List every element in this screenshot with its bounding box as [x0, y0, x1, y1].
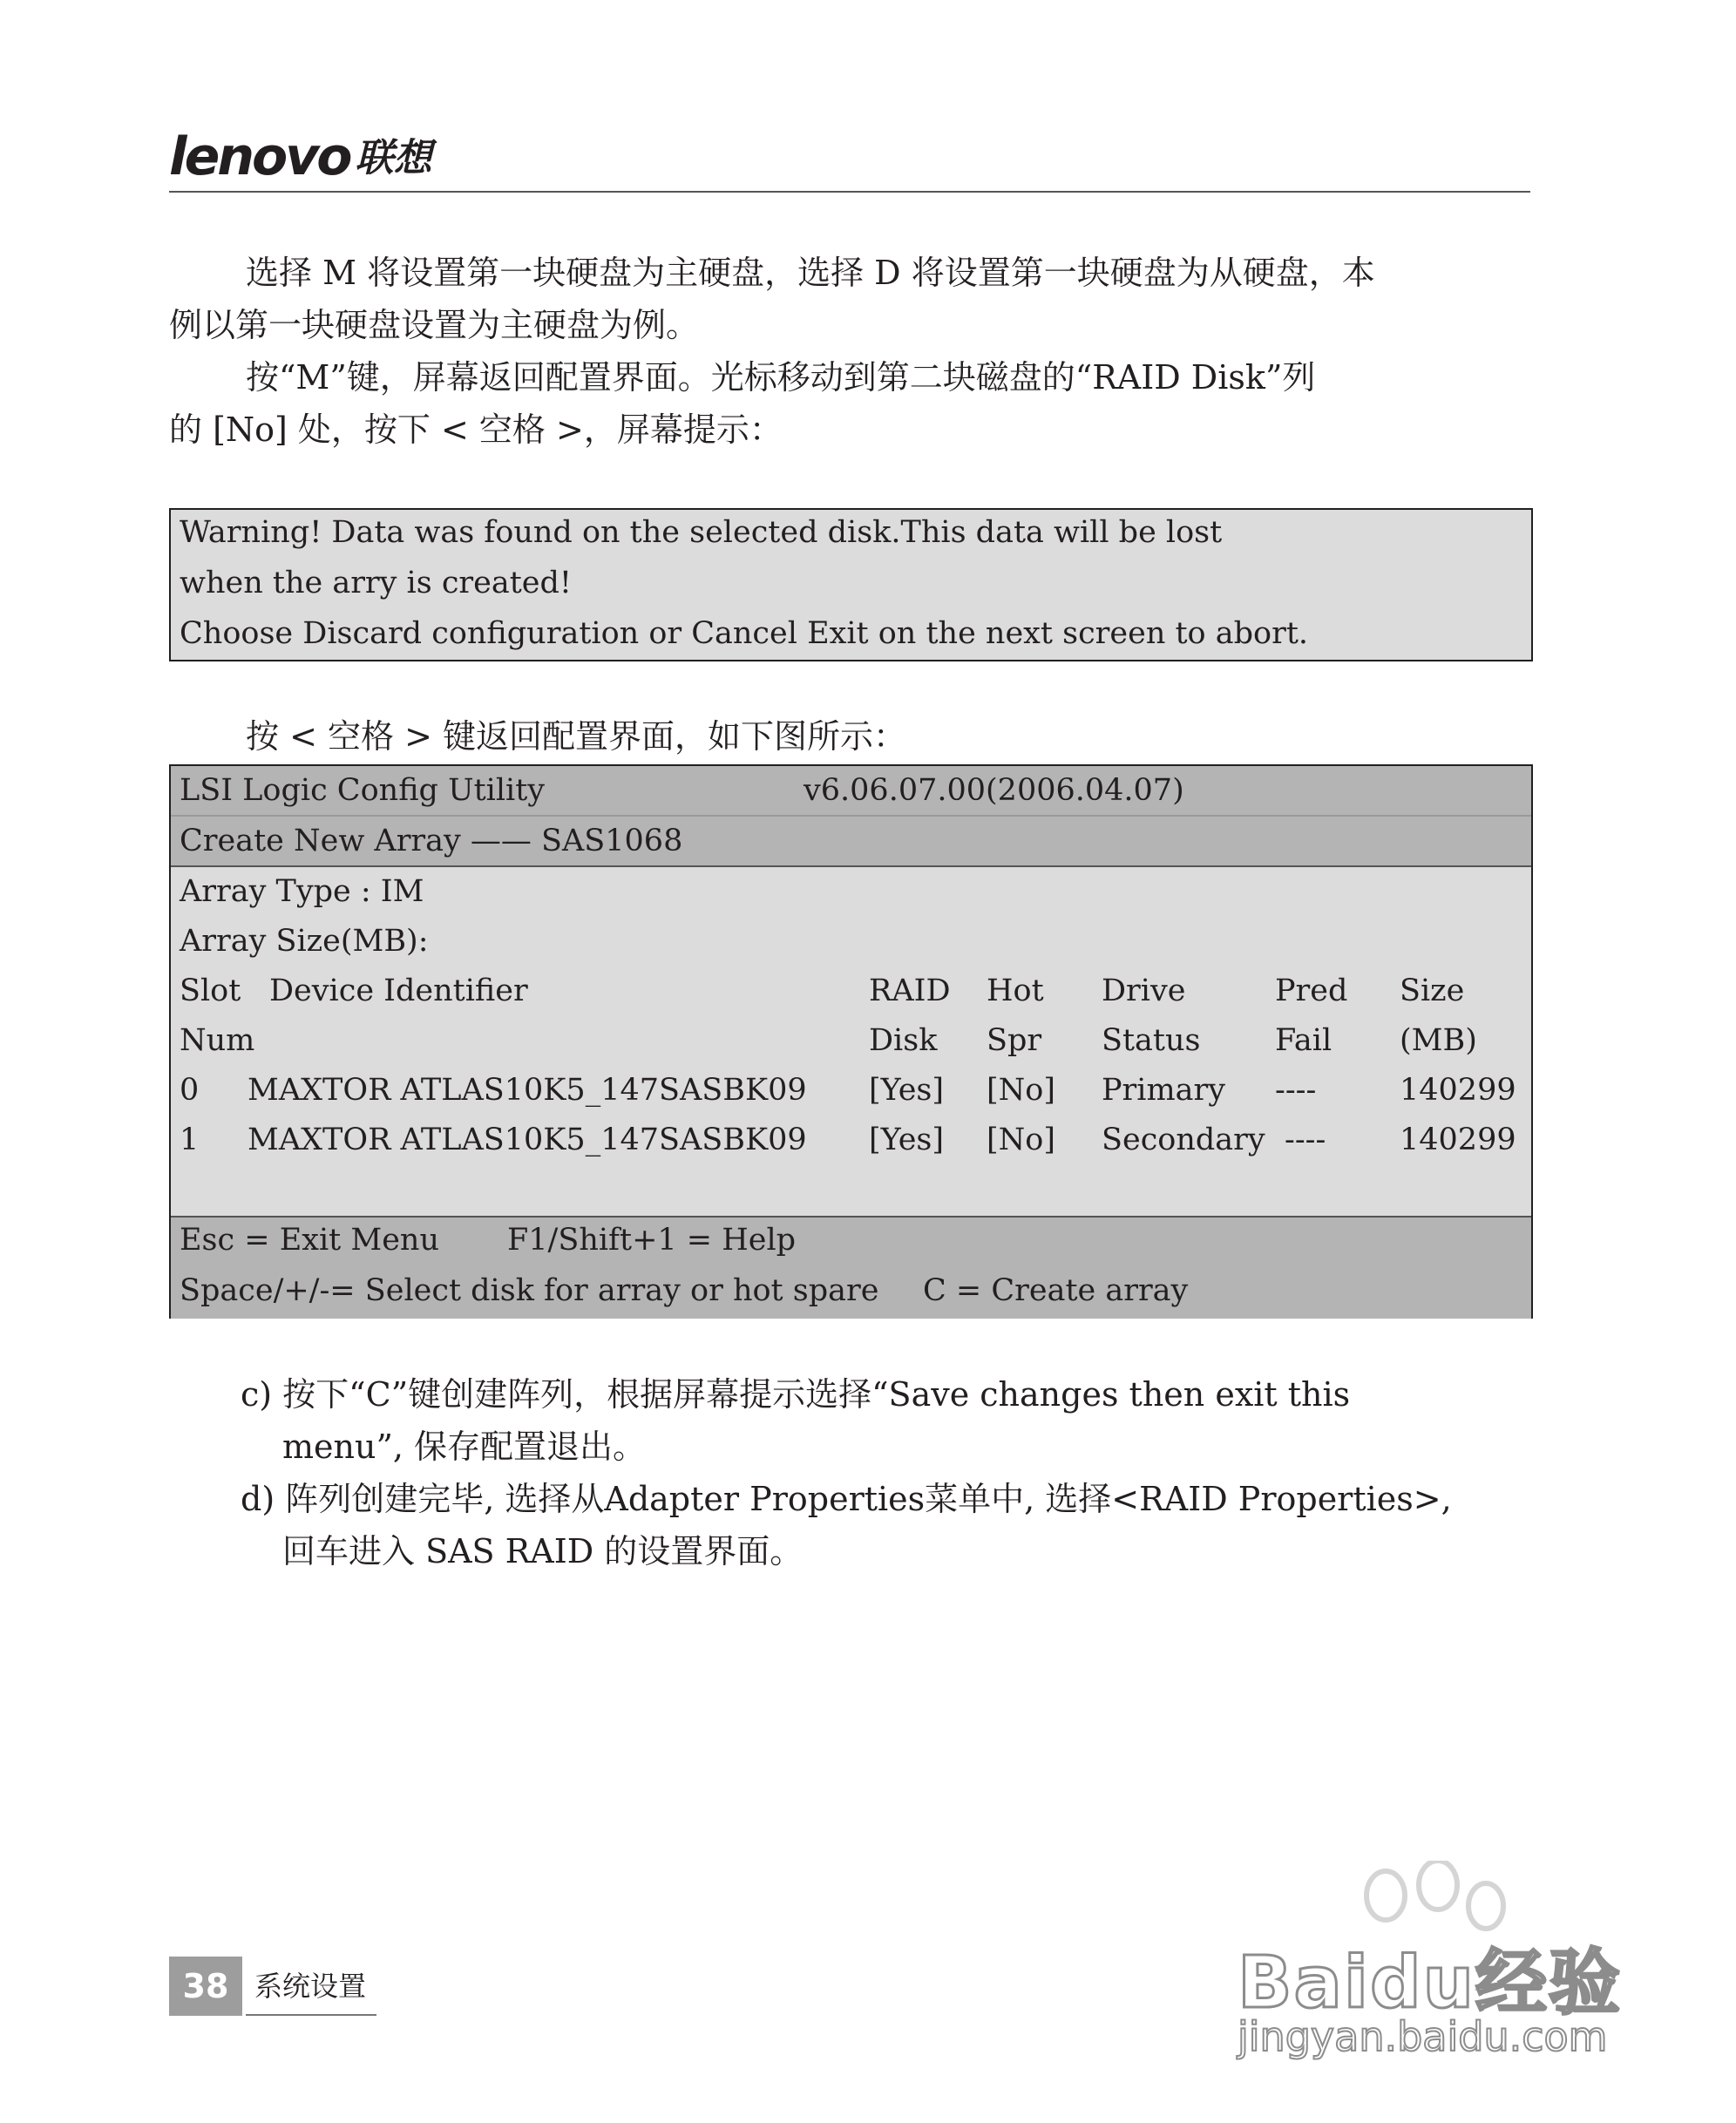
header-divider — [169, 191, 1530, 193]
row-1-device: MAXTOR ATLAS10K5_147SASBK09 — [248, 1123, 807, 1157]
logo-wordmark: lenovo — [169, 126, 350, 187]
warning-line-1: Warning! Data was found on the selected disk.This data will be lost — [180, 515, 1223, 550]
watermark-url: jingyan.baidu.com — [1238, 2013, 1608, 2060]
col-header-spr: Spr — [987, 1023, 1042, 1058]
col-header-device: Device Identifier — [269, 973, 528, 1008]
warning-box — [169, 508, 1533, 661]
row-1-size: 140299 — [1400, 1123, 1516, 1157]
key-create-array: C = Create array — [923, 1273, 1189, 1308]
warning-line-3: Choose Discard configuration or Cancel Exit on the next screen to abort. — [180, 616, 1309, 651]
page-number: 38 — [169, 1957, 242, 2016]
intro-p1-line2: 例以第一块硬盘设置为主硬盘为例。 — [169, 306, 700, 344]
watermark-brand: Baidu经验 — [1238, 1942, 1623, 2025]
col-header-mb: (MB) — [1400, 1023, 1477, 1058]
col-header-fail: Fail — [1275, 1023, 1333, 1058]
intro-p2-line2: 的 [No] 处，按下 < 空格 >，屏幕提示： — [169, 410, 783, 449]
step-c-line1: c) 按下“C”键创建阵列，根据屏幕提示选择“Save changes then exit this — [241, 1375, 1351, 1414]
col-header-hot: Hot — [987, 973, 1044, 1008]
col-header-size: Size — [1400, 973, 1465, 1008]
row-0-slot: 0 — [180, 1073, 200, 1108]
col-header-raid: RAID — [869, 973, 951, 1008]
key-space-select: Space/+/-= Select disk for array or hot spare — [180, 1273, 879, 1308]
logo-chinese: 联想 — [355, 136, 432, 180]
intro-p2-line1: 按“M”键，屏幕返回配置界面。光标移动到第二块磁盘的“RAID Disk”列 — [246, 358, 1316, 397]
row-1-status: Secondary — [1102, 1123, 1265, 1157]
step-d-line1: d) 阵列创建完毕, 选择从Adapter Properties菜单中, 选择<RAID Properties>, — [241, 1480, 1452, 1518]
lenovo-logo — [169, 126, 432, 187]
step-c-line2: menu”, 保存配置退出。 — [282, 1428, 647, 1466]
step-d-line2: 回车进入 SAS RAID 的设置界面。 — [282, 1532, 804, 1570]
utility-title: LSI Logic Config Utility — [180, 773, 546, 808]
config-utility-screen — [169, 764, 1533, 1319]
key-help: F1/Shift+1 = Help — [507, 1223, 797, 1258]
intro-p1-line1: 选择 M 将设置第一块硬盘为主硬盘，选择 D 将设置第一块硬盘为从硬盘，本 — [246, 254, 1375, 292]
row-1-raid-disk[interactable]: [Yes] — [869, 1123, 945, 1157]
step-d — [241, 1473, 1530, 1577]
row-1-slot: 1 — [180, 1123, 200, 1157]
col-header-pred: Pred — [1275, 973, 1348, 1008]
utility-version: v6.06.07.00(2006.04.07) — [804, 773, 1184, 808]
row-0-raid-disk[interactable]: [Yes] — [869, 1073, 945, 1108]
row-1-pred-fail: ---- — [1285, 1123, 1326, 1157]
col-header-num: Num — [180, 1023, 255, 1058]
col-header-status: Status — [1102, 1023, 1201, 1058]
col-header-disk: Disk — [869, 1023, 938, 1058]
section-title: 系统设置 — [246, 1957, 376, 2016]
row-0-pred-fail: ---- — [1275, 1073, 1317, 1108]
row-0-hot-spare[interactable]: [No] — [987, 1073, 1056, 1108]
warning-line-2: when the arry is created! — [180, 566, 572, 600]
array-subtitle: Create New Array —— SAS1068 — [180, 824, 683, 858]
col-header-slot: Slot — [180, 973, 241, 1008]
key-esc-exit: Esc = Exit Menu — [180, 1223, 439, 1258]
row-0-status: Primary — [1102, 1073, 1226, 1108]
intro-paragraph-2 — [169, 351, 1530, 456]
array-size: Array Size(MB): — [180, 924, 429, 959]
row-0-size: 140299 — [1400, 1073, 1516, 1108]
step-c — [241, 1368, 1530, 1473]
col-header-drive: Drive — [1102, 973, 1186, 1008]
intro-paragraph-1 — [169, 247, 1530, 351]
array-type: Array Type : IM — [180, 874, 424, 909]
config-caption: 按 < 空格 > 键返回配置界面，如下图所示： — [246, 717, 906, 756]
row-1-hot-spare[interactable]: [No] — [987, 1123, 1056, 1157]
row-0-device: MAXTOR ATLAS10K5_147SASBK09 — [248, 1073, 807, 1108]
